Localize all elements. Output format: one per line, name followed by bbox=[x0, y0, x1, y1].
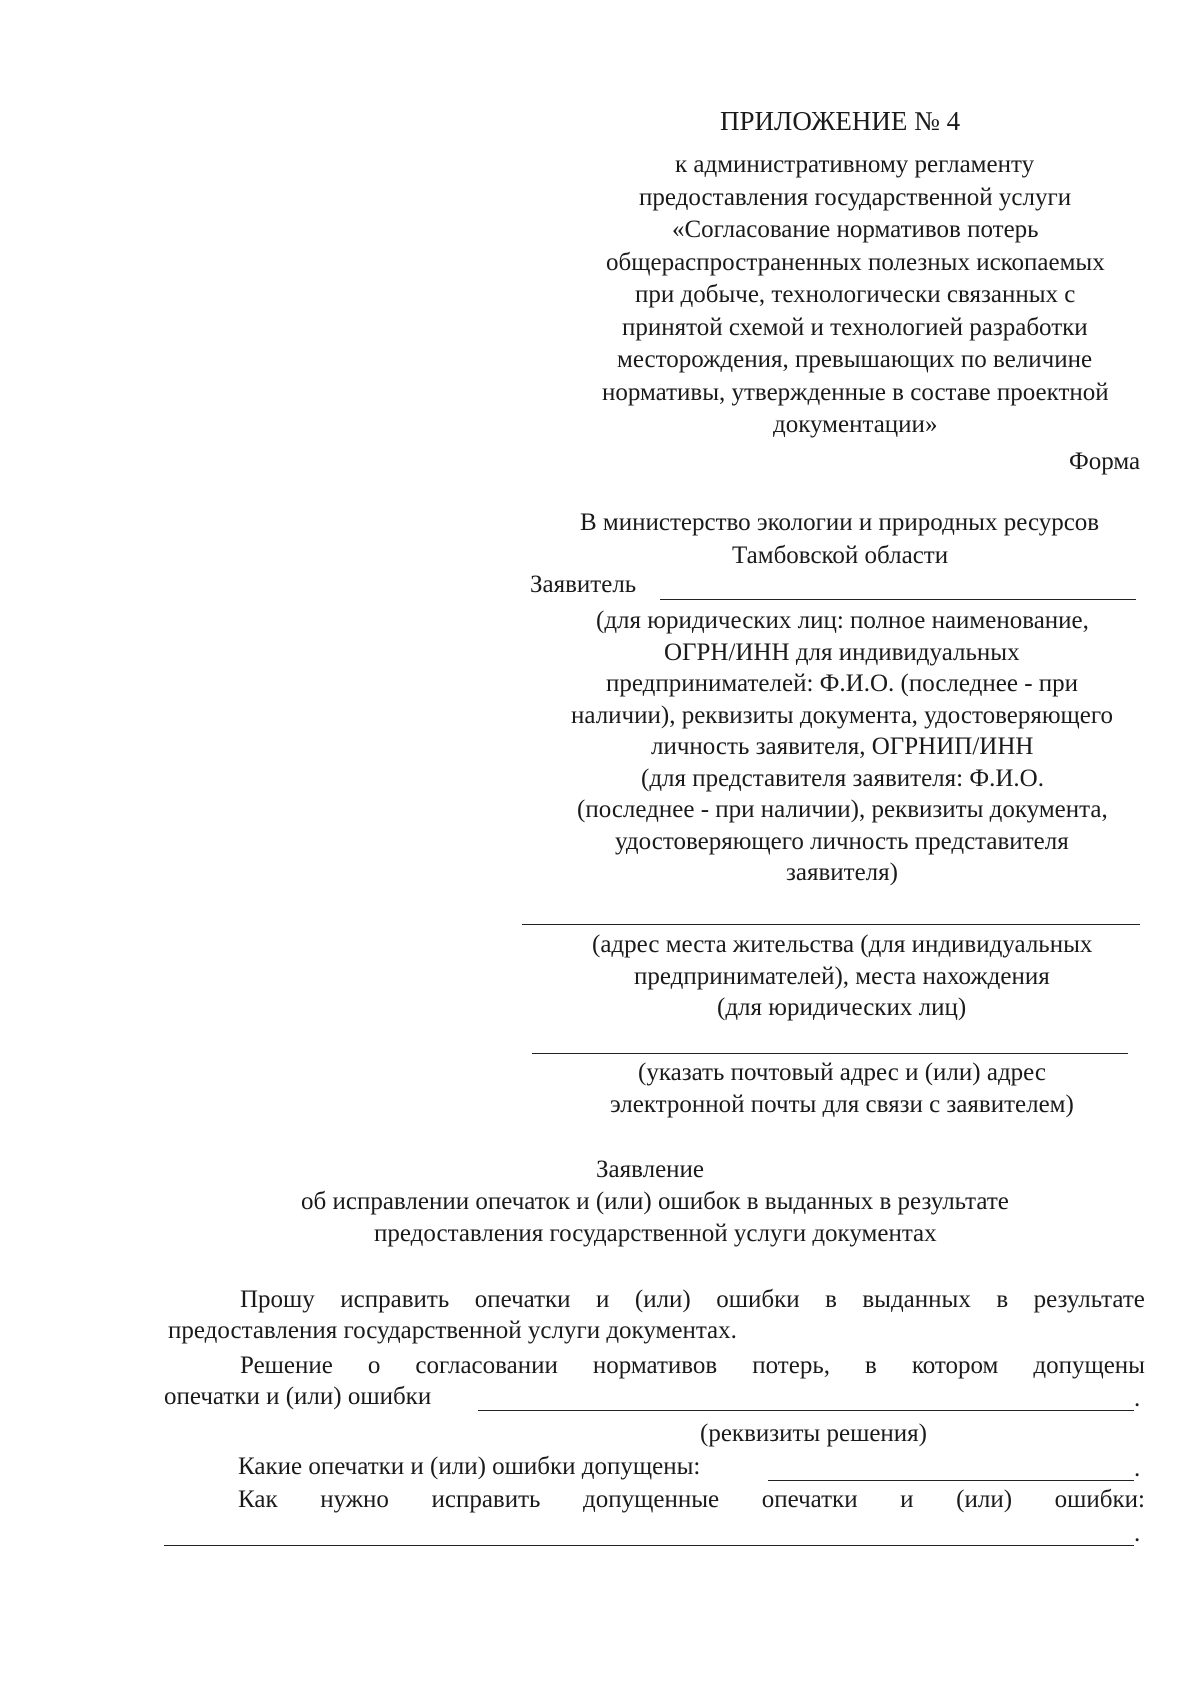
header-line: документации» bbox=[773, 411, 938, 438]
address-note-line: (адрес места жительства (для индивидуальных bbox=[592, 931, 1093, 958]
contact-note-line: (указать почтовый адрес и (или) адрес bbox=[638, 1059, 1046, 1086]
word: о bbox=[367, 1352, 381, 1379]
paragraph-3: Какие опечатки и (или) ошибки допущены: bbox=[238, 1453, 701, 1480]
word: опечатки bbox=[761, 1486, 858, 1513]
word: Решение bbox=[240, 1352, 333, 1379]
header-line: при добыче, технологически связанных с bbox=[635, 281, 1076, 308]
applicant-note-line: личность заявителя, ОГРНИП/ИНН bbox=[651, 733, 1034, 760]
header-line: нормативы, утвержденные в составе проектной bbox=[602, 378, 1109, 406]
header-line: общераспространенных полезных ископаемых bbox=[606, 248, 1105, 276]
statement-title: Заявление bbox=[596, 1156, 705, 1183]
header-line: к административному регламенту bbox=[675, 151, 1035, 178]
header-line: «Согласование нормативов потерь bbox=[672, 216, 1039, 243]
word: ошибки: bbox=[1054, 1486, 1145, 1513]
applicant-note-line: ОГРН/ИНН для индивидуальных bbox=[664, 638, 1020, 666]
decision-note: (реквизиты решения) bbox=[700, 1420, 928, 1447]
word: Прошу bbox=[240, 1286, 315, 1313]
addressee-line: Тамбовской области bbox=[732, 542, 949, 569]
word: потерь, bbox=[752, 1352, 830, 1379]
word: нужно bbox=[320, 1486, 389, 1513]
word: согласовании bbox=[415, 1352, 558, 1379]
applicant-note-line: (для юридических лиц: полное наименование, bbox=[596, 607, 1089, 634]
paragraph-3-period: . bbox=[1134, 1455, 1141, 1482]
paragraph-4-line-1 bbox=[238, 1485, 1145, 1515]
applicant-note-line: наличии), реквизиты документа, удостоверяющего bbox=[571, 701, 1114, 729]
word: допущенные bbox=[583, 1486, 720, 1513]
word: в bbox=[865, 1352, 877, 1379]
correction-field-line bbox=[164, 1545, 1134, 1546]
word: ошибки bbox=[716, 1286, 800, 1313]
header-line: предоставления государственной услуги bbox=[639, 183, 1072, 211]
address-note-line: предпринимателей), места нахождения bbox=[634, 962, 1050, 990]
addressee-line: В министерство экологии и природных ресурсов bbox=[580, 509, 1100, 536]
contact-note-line: электронной почты для связи с заявителем) bbox=[610, 1090, 1074, 1118]
word: исправить bbox=[340, 1286, 450, 1313]
paragraph-1-line-2: предоставления государственной услуги документах. bbox=[168, 1317, 737, 1344]
applicant-note-line: удостоверяющего личность представителя bbox=[615, 827, 1069, 855]
word: в bbox=[825, 1286, 837, 1313]
applicant-label: Заявитель bbox=[530, 571, 637, 598]
applicant-note-line: (последнее - при наличии), реквизиты документа, bbox=[577, 796, 1108, 823]
form-label: Форма bbox=[1069, 448, 1141, 475]
word: опечатки bbox=[474, 1286, 571, 1313]
statement-subtitle-line: об исправлении опечаток и (или) ошибок в выданных в результате bbox=[301, 1188, 1009, 1215]
errors-field-line bbox=[768, 1480, 1134, 1481]
word: Как bbox=[238, 1486, 278, 1513]
word: (или) bbox=[634, 1286, 691, 1313]
word: результате bbox=[1033, 1286, 1145, 1313]
word: котором bbox=[911, 1352, 999, 1379]
appendix-title: ПРИЛОЖЕНИЕ № 4 bbox=[720, 106, 961, 136]
word: допущены bbox=[1033, 1352, 1145, 1379]
word: и bbox=[900, 1486, 914, 1513]
applicant-note-line: (для представителя заявителя: Ф.И.О. bbox=[641, 764, 1044, 792]
word: выданных bbox=[862, 1286, 971, 1313]
applicant-note-line: предпринимателей: Ф.И.О. (последнее - при bbox=[606, 670, 1079, 697]
statement-subtitle-line: предоставления государственной услуги документах bbox=[374, 1220, 937, 1247]
contact-field-line bbox=[532, 1053, 1128, 1054]
header-line: принятой схемой и технологией разработки bbox=[622, 313, 1088, 341]
decision-field-line bbox=[478, 1410, 1134, 1411]
paragraph-1-line-1 bbox=[240, 1285, 1145, 1315]
paragraph-2-period: . bbox=[1134, 1385, 1141, 1412]
address-field-line bbox=[522, 924, 1140, 925]
paragraph-4-period: . bbox=[1134, 1520, 1141, 1547]
word: нормативов bbox=[592, 1352, 718, 1379]
word: (или) bbox=[956, 1486, 1013, 1513]
word: исправить bbox=[431, 1486, 541, 1513]
word: в bbox=[996, 1286, 1009, 1313]
paragraph-2-line-2: опечатки и (или) ошибки bbox=[164, 1383, 432, 1410]
address-note-line: (для юридических лиц) bbox=[717, 994, 967, 1021]
header-line: месторождения, превышающих по величине bbox=[617, 346, 1093, 373]
paragraph-2-line-1 bbox=[240, 1351, 1145, 1381]
word: и bbox=[596, 1286, 610, 1313]
applicant-note-line: заявителя) bbox=[786, 859, 898, 886]
applicant-field-line bbox=[660, 599, 1136, 600]
